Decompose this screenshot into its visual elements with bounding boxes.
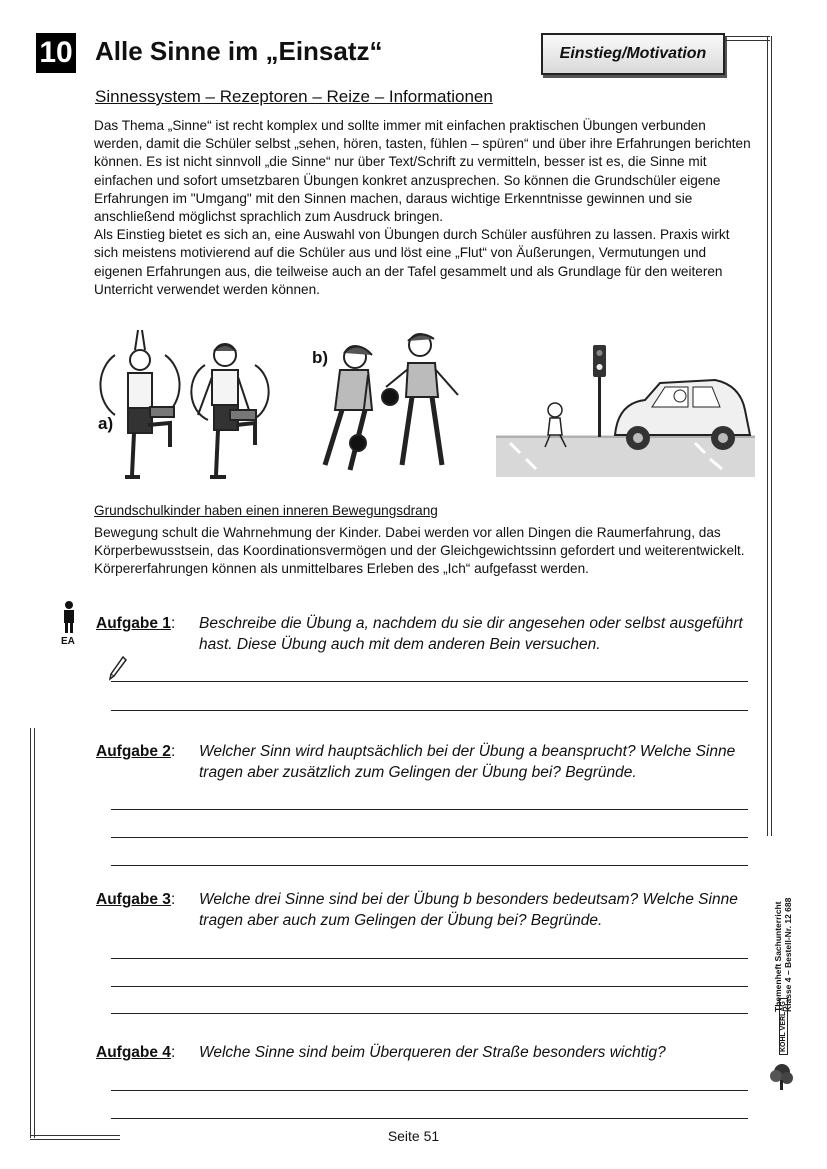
intro-paragraph-2: Als Einstieg bietet es sich an, eine Auswahl von Übungen durch Schüler ausführen zu lassen. Praxis wirkt sich meistens motivierend auf die Schüler aus und löst eine „Flut“ von Äußerungen, Vermutungen und eigenen Erfahrungen aus, die teilweise auch an der Tafel gesammelt und als Grundlage für den weiteren Unterricht verwendet werden können. [94,227,730,297]
section-heading: Grundschulkinder haben einen inneren Bewegungsdrang [94,503,438,518]
answer-line[interactable] [111,986,748,987]
section-text: Bewegung schult die Wahrnehmung der Kinder. Dabei werden vor allen Dingen die Raumerfahrung, das Körperbewusstsein, das Koordinationsvermögen und der Gleichgewichtssinn gefordert und weiterentwickelt. Körpererfahrungen können als unmittelbares Erleben des „Ich“ aufgefasst werden. [94,525,745,577]
child-bouncing-ball-figure-2 [382,334,458,465]
single-work-person-icon [60,600,78,636]
task-2-label: Aufgabe 2 [96,743,171,760]
pencil-icon [108,655,128,681]
tree-logo-icon [768,1062,794,1092]
answer-line[interactable] [111,710,748,711]
publisher-logo: KOHL VERLAG [779,998,788,1055]
answer-line[interactable] [111,837,748,838]
answer-line[interactable] [111,865,748,866]
chapter-number: 10 [36,33,76,73]
section-subtitle: Sinnessystem – Rezeptoren – Reize – Informationen [95,87,493,106]
label-a: a) [98,414,114,433]
single-work-label: EA [61,636,75,647]
task-2: Aufgabe 2: Welcher Sinn wird hauptsächlich bei der Übung a beansprucht? Welche Sinne tragen aber zusätzlich zum Gelingen der Übung bei? Begründe. [96,741,756,762]
child-balancing-figure-1 [100,330,179,477]
task-4: Aufgabe 4: Welche Sinne sind beim Überqueren der Straße besonders wichtig? [96,1042,756,1063]
intro-paragraph-1: Das Thema „Sinne“ ist recht komplex und sollte immer mit einfachen praktischen Übungen verbunden werden, damit die Schüler selbst „sehen, hören, tasten, fühlen – spüren“ und über ihre Erfahrungen berichten können. Es ist nicht sinnvoll „die Sinne“ nur über Text/Schrift zu vermitteln, besser ist es, die Sinne mit einfachen und sofort umsetzbaren Übungen konkret anzusprechen. So können die Grundschüler eigene Erfahrungen im "Umgang" mit den Sinnen machen, daraus wichtige Erkenntnisse gewinnen und sie anschließend möglichst sprachlich zum Ausdruck bringen. [94,118,751,225]
child-balancing-figure-2 [191,344,268,477]
series-order-number: Klasse 4 – Bestell-Nr. 12 688 [783,897,793,1012]
answer-line[interactable] [111,809,748,810]
answer-line[interactable] [111,958,748,959]
street-crossing-scene [496,345,755,477]
task-3-label: Aufgabe 3 [96,891,171,908]
answer-line[interactable] [111,1090,748,1091]
answer-line[interactable] [111,1013,748,1014]
label-b: b) [312,348,329,367]
task-4-text: Welche Sinne sind beim Überqueren der Straße besonders wichtig? [199,1044,666,1061]
task-2-text: Welcher Sinn wird hauptsächlich bei der Übung a beansprucht? Welche Sinne tragen aber zusätzlich zum Gelingen der Übung bei? Begründe. [199,743,736,781]
task-1-text: Beschreibe die Übung a, nachdem du sie dir angesehen oder selbst ausgeführt hast. Diese Übung auch mit dem anderen Bein versuchen. [199,615,743,653]
task-4-label: Aufgabe 4 [96,1044,171,1061]
answer-line[interactable] [111,681,748,682]
page-number: Seite 51 [387,1128,440,1144]
frame-line-right [767,36,772,836]
series-info [773,898,793,1012]
page-title: Alle Sinne im „Einsatz“ [95,36,383,66]
category-badge: Einstieg/Motivation [541,33,725,75]
task-1-label: Aufgabe 1 [96,615,171,632]
exercise-illustrations [90,325,760,495]
intro-text [94,117,754,299]
series-title: Themenheft Sachunterricht [773,901,783,1012]
task-3-text: Welche drei Sinne sind bei der Übung b besonders bedeutsam? Welche Sinne tragen aber auch zum Gelingen der Übung bei? Begründe. [199,891,738,929]
child-bouncing-ball-figure-1 [325,346,372,470]
task-3: Aufgabe 3: Welche drei Sinne sind bei der Übung b besonders bedeutsam? Welche Sinne tragen aber auch zum Gelingen der Übung bei? Begründe. [96,889,756,910]
task-1: Aufgabe 1: Beschreibe die Übung a, nachdem du sie dir angesehen oder selbst ausgeführt hast. Diese Übung auch mit dem anderen Bein versuchen. [96,613,756,634]
answer-line[interactable] [111,1118,748,1119]
frame-line-left [30,728,35,1138]
frame-line-top [723,36,770,41]
